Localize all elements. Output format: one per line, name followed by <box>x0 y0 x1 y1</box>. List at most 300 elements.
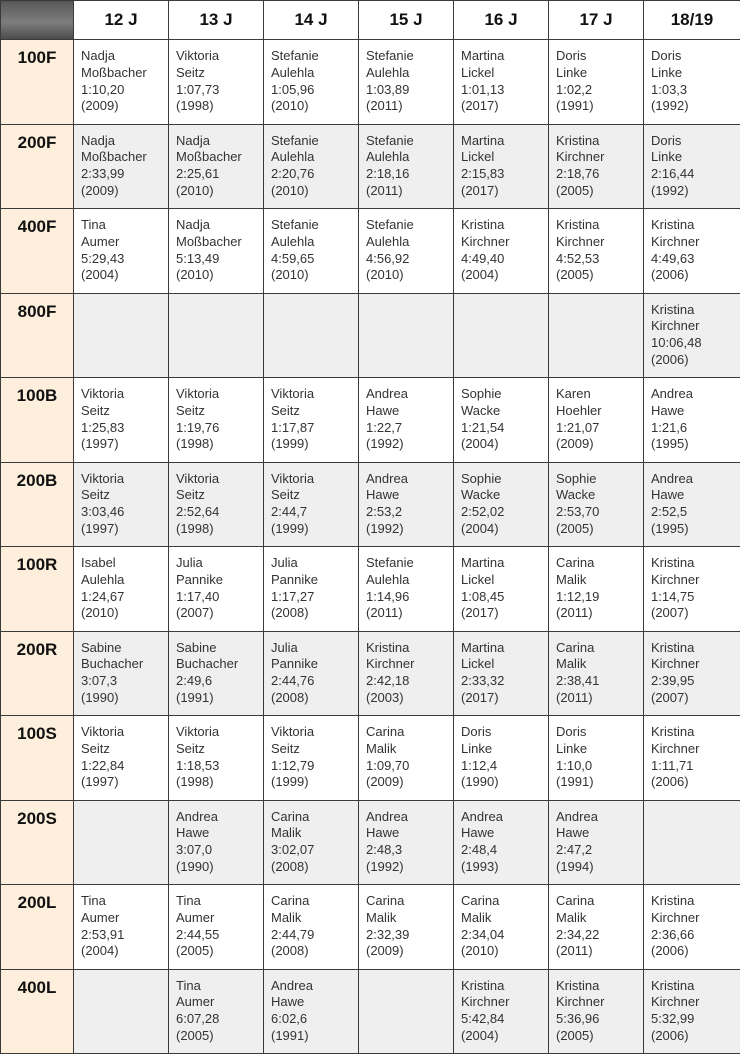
swimmer-name: Buchacher <box>176 656 239 672</box>
record-cell <box>264 40 359 125</box>
record-cell <box>644 716 740 801</box>
record-cell <box>454 462 549 547</box>
record-cell <box>549 969 644 1054</box>
table-row <box>1 716 740 801</box>
record-cell <box>359 969 454 1054</box>
record-time: 2:52,02 <box>461 504 505 520</box>
record-cell <box>644 800 740 885</box>
record-cell <box>169 124 264 209</box>
record-cell <box>549 631 644 716</box>
swimmer-name: Seitz <box>81 740 110 756</box>
record-cell <box>549 800 644 885</box>
record-time: 5:36,96 <box>556 1011 600 1027</box>
record-cell <box>359 378 454 463</box>
record-year: (2010) <box>366 267 404 283</box>
event-label: 100F <box>1 40 74 125</box>
record-year: (2006) <box>651 267 689 283</box>
record-cell <box>169 293 264 378</box>
event-label: 200F <box>1 124 74 209</box>
record-cell <box>264 716 359 801</box>
swimmer-name: Hawe <box>556 825 590 841</box>
record-time: 1:21,07 <box>556 419 600 435</box>
record-cell <box>359 547 454 632</box>
swimmer-name: Linke <box>556 64 588 80</box>
record-year: (2011) <box>556 943 593 959</box>
event-label: 200R <box>1 631 74 716</box>
record-time: 1:19,76 <box>176 419 220 435</box>
record-year: (2009) <box>556 436 594 452</box>
table-row <box>1 124 740 209</box>
record-year: (1992) <box>366 436 404 452</box>
swimmer-name: Kirchner <box>556 149 605 165</box>
swimmer-name: Malik <box>556 909 587 925</box>
record-time: 6:07,28 <box>176 1011 220 1027</box>
record-year: (2010) <box>461 943 499 959</box>
record-year: (1991) <box>556 98 594 114</box>
record-cell <box>264 462 359 547</box>
record-cell <box>359 800 454 885</box>
swimmer-name: Lickel <box>461 149 495 165</box>
swimmer-name: Lickel <box>461 64 495 80</box>
swimmer-name: Andrea <box>556 808 598 824</box>
record-time: 4:49,40 <box>461 250 505 266</box>
swimmer-name: Kristina <box>556 217 600 232</box>
record-year: (2005) <box>556 1027 594 1043</box>
record-year: (2004) <box>461 267 499 283</box>
swimmer-name: Martina <box>461 555 505 570</box>
swimmer-name: Aulehla <box>366 64 410 80</box>
swimmer-name: Sabine <box>176 639 217 655</box>
record-time: 2:38,41 <box>556 673 600 689</box>
record-time: 10:06,48 <box>651 335 702 351</box>
swimmer-name: Moßbacher <box>81 64 147 80</box>
record-time: 1:10,20 <box>81 81 125 97</box>
record-time: 4:59,65 <box>271 250 315 266</box>
corner-cell <box>1 1 74 40</box>
record-year: (2007) <box>651 689 689 705</box>
record-time: 1:24,67 <box>81 588 125 604</box>
record-time: 1:08,45 <box>461 588 505 604</box>
record-time: 2:39,95 <box>651 673 695 689</box>
swimmer-name: Pannike <box>271 571 318 587</box>
record-year: (1997) <box>81 774 119 790</box>
record-time: 2:34,22 <box>556 926 600 942</box>
record-time: 1:25,83 <box>81 419 125 435</box>
swimmer-name: Malik <box>556 656 587 672</box>
record-year: (2017) <box>461 689 499 705</box>
swimmer-name: Aulehla <box>81 571 125 587</box>
swimmer-name: Seitz <box>176 64 205 80</box>
record-cell <box>74 631 169 716</box>
record-year: (2006) <box>651 943 689 959</box>
record-year: (2007) <box>176 605 214 621</box>
event-label: 100S <box>1 716 74 801</box>
column-header: 16 J <box>454 1 549 40</box>
swimmer-name: Aumer <box>176 994 215 1010</box>
swimmer-name: Andrea <box>366 386 408 401</box>
record-time: 2:52,5 <box>651 504 688 520</box>
record-time: 1:03,3 <box>651 81 688 97</box>
swimmer-name: Karen <box>556 386 591 401</box>
swimmer-name: Wacke <box>461 402 501 418</box>
swimmer-name: Doris <box>461 724 492 739</box>
record-year: (2011) <box>556 689 593 705</box>
swimmer-name: Lickel <box>461 656 495 672</box>
swimmer-name: Stefanie <box>271 217 319 232</box>
record-year: (2005) <box>176 943 214 959</box>
record-cell <box>359 209 454 294</box>
record-cell <box>74 124 169 209</box>
record-time: 2:18,76 <box>556 166 600 182</box>
swimmer-name: Aulehla <box>271 149 315 165</box>
swimmer-name: Pannike <box>271 656 318 672</box>
record-time: 1:11,71 <box>651 757 694 773</box>
record-year: (2009) <box>81 98 119 114</box>
swimmer-name: Kirchner <box>651 318 700 334</box>
swimmer-name: Viktoria <box>271 470 315 486</box>
record-time: 1:14,96 <box>366 588 410 604</box>
record-year: (2004) <box>461 1027 499 1043</box>
table-row <box>1 462 740 547</box>
record-cell <box>264 124 359 209</box>
swimmer-name: Kirchner <box>651 994 700 1010</box>
record-cell <box>264 631 359 716</box>
swimmer-name: Carina <box>556 555 595 570</box>
swimmer-name: Seitz <box>176 402 205 418</box>
record-time: 2:47,2 <box>556 842 593 858</box>
swimmer-name: Hawe <box>651 487 685 503</box>
record-cell <box>454 631 549 716</box>
swimmer-name: Martina <box>461 48 505 63</box>
record-time: 1:18,53 <box>176 757 220 773</box>
swimmer-name: Carina <box>556 639 595 655</box>
swimmer-name: Andrea <box>651 386 693 401</box>
record-time: 2:53,91 <box>81 926 125 942</box>
record-cell <box>644 885 740 970</box>
header-row <box>1 1 740 40</box>
swimmer-name: Seitz <box>271 740 300 756</box>
swimmer-name: Buchacher <box>81 656 144 672</box>
table-row <box>1 293 740 378</box>
record-time: 2:44,79 <box>271 926 315 942</box>
record-cell <box>454 547 549 632</box>
record-cell <box>264 969 359 1054</box>
swimmer-name: Kristina <box>651 893 695 908</box>
swimmer-name: Stefanie <box>366 217 414 232</box>
record-year: (1992) <box>366 520 404 536</box>
record-cell <box>169 716 264 801</box>
record-time: 2:44,76 <box>271 673 315 689</box>
record-year: (2010) <box>176 267 214 283</box>
swimmer-name: Hoehler <box>556 402 602 418</box>
record-time: 2:34,04 <box>461 926 505 942</box>
event-label: 400L <box>1 969 74 1054</box>
swimmer-name: Malik <box>461 909 492 925</box>
swimmer-name: Kristina <box>461 977 505 993</box>
record-year: (2005) <box>556 182 594 198</box>
record-cell <box>74 378 169 463</box>
event-label: 100R <box>1 547 74 632</box>
swimmer-name: Kristina <box>461 217 505 232</box>
record-time: 3:07,0 <box>176 842 213 858</box>
record-cell <box>549 462 644 547</box>
swimmer-name: Kristina <box>651 724 695 739</box>
record-time: 1:02,2 <box>556 81 593 97</box>
swimmer-name: Wacke <box>461 487 501 503</box>
swimmer-name: Carina <box>556 893 595 908</box>
record-time: 2:53,70 <box>556 504 600 520</box>
swimmer-name: Andrea <box>271 977 313 993</box>
swimmer-name: Kirchner <box>556 233 605 249</box>
swimmer-name: Aulehla <box>366 571 410 587</box>
record-year: (2009) <box>366 774 404 790</box>
record-cell <box>264 547 359 632</box>
swimmer-name: Julia <box>176 555 203 570</box>
record-time: 2:18,16 <box>366 166 410 182</box>
swimmer-name: Andrea <box>366 808 408 824</box>
swimmer-name: Hawe <box>461 825 495 841</box>
record-year: (2017) <box>461 605 499 621</box>
record-time: 2:32,39 <box>366 926 410 942</box>
table-row <box>1 631 740 716</box>
swimmer-name: Kristina <box>651 301 695 317</box>
swimmer-name: Seitz <box>176 487 205 503</box>
swimmer-name: Doris <box>651 48 682 63</box>
record-year: (2008) <box>271 858 309 874</box>
swimmer-name: Viktoria <box>176 470 220 486</box>
swimmer-name: Tina <box>176 893 201 908</box>
record-year: (2011) <box>366 605 403 621</box>
record-year: (1991) <box>271 1027 309 1043</box>
swimmer-name: Kirchner <box>651 909 700 925</box>
record-time: 1:12,79 <box>271 757 315 773</box>
record-cell <box>549 547 644 632</box>
record-time: 3:03,46 <box>81 504 125 520</box>
record-year: (1992) <box>651 98 689 114</box>
record-year: (1999) <box>271 436 309 452</box>
table-row <box>1 378 740 463</box>
record-cell <box>454 124 549 209</box>
record-time: 2:15,83 <box>461 166 505 182</box>
record-time: 2:33,99 <box>81 166 125 182</box>
record-year: (2011) <box>366 98 403 114</box>
record-cell <box>169 800 264 885</box>
record-time: 1:12,4 <box>461 757 498 773</box>
record-time: 1:21,54 <box>461 419 505 435</box>
record-year: (1999) <box>271 520 309 536</box>
record-year: (2010) <box>271 182 309 198</box>
record-year: (2006) <box>651 351 689 367</box>
record-cell <box>74 462 169 547</box>
swimmer-name: Carina <box>271 893 310 908</box>
record-cell <box>74 293 169 378</box>
column-header: 12 J <box>74 1 169 40</box>
record-year: (2005) <box>556 520 594 536</box>
record-cell <box>169 547 264 632</box>
table-row <box>1 40 740 125</box>
table-body <box>1 40 740 1054</box>
record-year: (2008) <box>271 943 309 959</box>
record-time: 1:14,75 <box>651 588 695 604</box>
record-time: 2:20,76 <box>271 166 315 182</box>
event-label: 200S <box>1 800 74 885</box>
record-year: (2008) <box>271 689 309 705</box>
record-time: 3:02,07 <box>271 842 315 858</box>
record-time: 6:02,6 <box>271 1011 308 1027</box>
swimmer-name: Wacke <box>556 487 596 503</box>
swimmer-name: Malik <box>271 825 302 841</box>
swimmer-name: Carina <box>366 724 405 739</box>
swimmer-name: Kristina <box>556 132 600 148</box>
record-year: (2007) <box>651 605 689 621</box>
swimmer-name: Nadja <box>176 132 210 148</box>
record-time: 2:52,64 <box>176 504 220 520</box>
swimmer-name: Hawe <box>651 402 685 418</box>
record-cell <box>264 800 359 885</box>
record-cell <box>644 40 740 125</box>
record-time: 2:33,32 <box>461 673 505 689</box>
record-time: 2:44,7 <box>271 504 308 520</box>
swimmer-name: Aulehla <box>271 64 315 80</box>
swimmer-name: Hawe <box>366 402 400 418</box>
record-year: (2008) <box>271 605 309 621</box>
record-cell <box>169 209 264 294</box>
record-cell <box>644 631 740 716</box>
record-year: (2017) <box>461 182 499 198</box>
swimmer-name: Malik <box>366 909 397 925</box>
record-year: (2010) <box>176 182 214 198</box>
table-row <box>1 800 740 885</box>
swimmer-name: Aulehla <box>271 233 315 249</box>
record-time: 2:16,44 <box>651 166 695 182</box>
record-cell <box>359 40 454 125</box>
swimmer-name: Seitz <box>81 487 110 503</box>
swimmer-name: Nadja <box>81 132 115 148</box>
column-header: 18/19 <box>644 1 740 40</box>
record-year: (1998) <box>176 98 214 114</box>
swimmer-name: Viktoria <box>81 724 125 739</box>
record-cell <box>74 969 169 1054</box>
table-row <box>1 885 740 970</box>
record-time: 4:49,63 <box>651 250 695 266</box>
record-cell <box>359 293 454 378</box>
swimmer-name: Julia <box>271 555 298 570</box>
record-year: (1990) <box>176 858 214 874</box>
record-year: (1991) <box>556 774 594 790</box>
record-cell <box>454 378 549 463</box>
swimmer-name: Aulehla <box>366 149 410 165</box>
record-year: (2011) <box>556 605 593 621</box>
record-cell <box>264 885 359 970</box>
record-cell <box>169 885 264 970</box>
swimmer-name: Viktoria <box>81 470 125 486</box>
record-time: 2:49,6 <box>176 673 213 689</box>
swimmer-name: Stefanie <box>366 555 414 570</box>
record-cell <box>359 716 454 801</box>
record-time: 1:05,96 <box>271 81 315 97</box>
record-cell <box>264 378 359 463</box>
swimmer-name: Stefanie <box>366 132 414 148</box>
swimmer-name: Aulehla <box>366 233 410 249</box>
record-cell <box>169 378 264 463</box>
swimmer-name: Linke <box>651 149 683 165</box>
record-cell <box>74 40 169 125</box>
swimmer-name: Stefanie <box>366 48 414 63</box>
record-year: (2004) <box>461 436 499 452</box>
swimmer-name: Malik <box>366 740 397 756</box>
record-year: (2009) <box>366 943 404 959</box>
swimmer-name: Kristina <box>366 639 410 655</box>
record-time: 2:25,61 <box>176 166 220 182</box>
record-time: 2:48,4 <box>461 842 498 858</box>
swimmer-name: Seitz <box>271 402 300 418</box>
column-header: 17 J <box>549 1 644 40</box>
record-cell <box>454 800 549 885</box>
record-time: 1:01,13 <box>461 81 505 97</box>
swimmer-name: Sophie <box>556 470 597 486</box>
swimmer-name: Julia <box>271 639 298 655</box>
swimmer-name: Kirchner <box>461 233 510 249</box>
swimmer-name: Kirchner <box>461 994 510 1010</box>
record-year: (1999) <box>271 774 309 790</box>
event-label: 400F <box>1 209 74 294</box>
record-cell <box>169 631 264 716</box>
table-row <box>1 969 740 1054</box>
record-cell <box>644 209 740 294</box>
event-label: 100B <box>1 378 74 463</box>
swimmer-name: Sophie <box>461 386 502 401</box>
swimmer-name: Nadja <box>176 217 210 232</box>
record-cell <box>549 885 644 970</box>
record-cell <box>644 293 740 378</box>
swimmer-name: Viktoria <box>176 724 220 739</box>
swimmer-name: Tina <box>81 893 106 908</box>
swimmer-name: Seitz <box>271 487 300 503</box>
record-year: (1998) <box>176 520 214 536</box>
event-label: 800F <box>1 293 74 378</box>
swimmer-name: Seitz <box>176 740 205 756</box>
swimmer-name: Linke <box>556 740 588 756</box>
swimmer-name: Kirchner <box>366 656 415 672</box>
record-year: (1990) <box>461 774 499 790</box>
swimmer-name: Malik <box>556 571 587 587</box>
record-year: (2006) <box>651 774 689 790</box>
record-cell <box>454 209 549 294</box>
swimmer-name: Moßbacher <box>176 149 242 165</box>
record-cell <box>549 716 644 801</box>
record-cell <box>549 40 644 125</box>
swimmer-name: Aumer <box>176 909 215 925</box>
record-cell <box>644 462 740 547</box>
record-cell <box>169 462 264 547</box>
record-time: 1:10,0 <box>556 757 593 773</box>
record-time: 2:36,66 <box>651 926 695 942</box>
swimmer-name: Linke <box>651 64 683 80</box>
record-cell <box>454 293 549 378</box>
record-cell <box>644 124 740 209</box>
swimmer-name: Moßbacher <box>81 149 147 165</box>
record-year: (2006) <box>651 1027 689 1043</box>
swimmer-name: Lickel <box>461 571 495 587</box>
record-time: 2:48,3 <box>366 842 403 858</box>
record-time: 2:53,2 <box>366 504 403 520</box>
swimmer-name: Stefanie <box>271 132 319 148</box>
swimmer-name: Andrea <box>366 470 408 486</box>
record-time: 1:22,7 <box>366 419 403 435</box>
event-label: 200B <box>1 462 74 547</box>
swimmer-name: Viktoria <box>81 386 125 401</box>
record-cell <box>74 885 169 970</box>
